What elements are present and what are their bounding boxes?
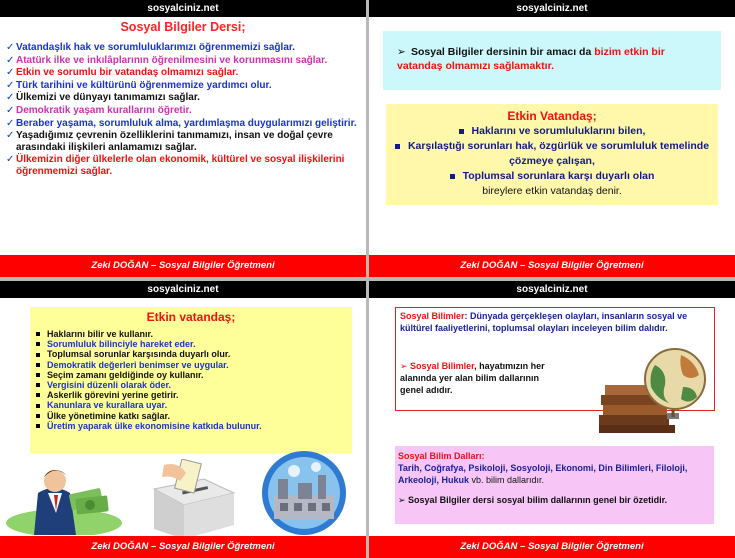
general-name-text: ➢ Sosyal Bilimler, hayatımızın her alanında yer alan bilim dallarının genel adıdır. [400, 361, 545, 395]
list-item: ✓ Türk tarihini ve kültürünü öğrenmemize yardımcı olur. [6, 79, 272, 91]
slide-title: Sosyal Bilgiler Dersi; [120, 20, 246, 34]
square-bullet-icon [36, 373, 40, 377]
square-bullet-icon [450, 174, 455, 179]
square-bullet-icon [36, 353, 40, 357]
check-icon: ✓ [6, 130, 15, 142]
citizen-duty-list [36, 329, 262, 431]
check-icon: ✓ [6, 54, 15, 66]
businessman-illustration [4, 453, 124, 535]
site-header: sosyalciniz.net [0, 0, 366, 17]
list-item: Demokratik değerleri benimser ve uygular. [36, 360, 262, 370]
citizen-box [30, 307, 352, 453]
check-icon: ✓ [6, 42, 15, 53]
arrow-bullet-icon: ➢ [400, 361, 411, 371]
check-icon: ✓ [6, 117, 15, 129]
slide-footer: Zeki DOĞAN – Sosyal Bilgiler Öğretmeni [0, 255, 366, 277]
list-item: Üretim yaparak ülke ekonomisine katkıda bulunur. [36, 421, 262, 431]
ballot-box-illustration [134, 459, 244, 539]
list-item: ✓ Atatürk ilke ve inkılâplarının öğrenilmesini ve korunmasını sağlar. [6, 54, 328, 66]
list-item: ✓ Demokratik yaşam kurallarını öğretir. [6, 104, 192, 116]
slide-footer: Zeki DOĞAN – Sosyal Bilgiler Öğretmeni [0, 536, 366, 558]
square-bullet-icon [395, 144, 400, 149]
list-item: ✓ Beraber yaşama, sorumluluk alma, yardımlaşma duygularımızı geliştirir. [6, 117, 357, 129]
site-header: sosyalciniz.net [0, 281, 366, 298]
slide-1 [0, 0, 366, 277]
site-header: sosyalciniz.net [369, 281, 735, 298]
list-item: Askerlik görevini yerine getirir. [36, 390, 262, 400]
definition-conclusion: bireylere etkin vatandaş denir. [482, 185, 622, 197]
purpose-list [6, 42, 358, 179]
list-item: ✓ Etkin ve sorumlu bir vatandaş olmamızı sağlar. [6, 67, 239, 79]
definition-box [386, 104, 718, 205]
square-bullet-icon [36, 342, 40, 346]
factory-illustration [254, 449, 354, 537]
list-item: ✓ Ülkemizi ve dünyayı tanımamızı sağlar. [6, 92, 200, 104]
slide-footer: Zeki DOĞAN – Sosyal Bilgiler Öğretmeni [369, 536, 735, 558]
summary-text: ➢ Sosyal Bilgiler dersi sosyal bilim dallarının genel bir özetidir. [398, 495, 668, 505]
box-title: Etkin vatandaş; [146, 310, 236, 324]
square-bullet-icon [36, 383, 40, 387]
slide-4 [369, 281, 735, 558]
check-icon: ✓ [6, 104, 15, 116]
list-item: Haklarını bilir ve kullanır. [36, 329, 262, 339]
slide-footer: Zeki DOĞAN – Sosyal Bilgiler Öğretmeni [369, 255, 735, 277]
square-bullet-icon [36, 424, 40, 428]
list-item: Sorumluluk bilinciyle hareket eder. [36, 339, 262, 349]
square-bullet-icon [36, 414, 40, 418]
arrow-bullet-icon: ➢ [397, 46, 406, 58]
arrow-bullet-icon: ➢ [398, 495, 409, 505]
square-bullet-icon [36, 404, 40, 408]
square-bullet-icon [36, 393, 40, 397]
list-item: ✓ Ülkemizin diğer ülkelerle olan ekonomik, kültürel ve sosyal ilişkilerini öğrenmemizi sağlar. [6, 154, 345, 177]
definition-line: Toplumsal sorunlara karşı duyarlı olan [386, 169, 718, 184]
list-item: Seçim zamanı geldiğinde oy kullanır. [36, 370, 262, 380]
list-item: ✓ Yaşadığımız çevrenin özelliklerini tanımamızı, insan ve doğal çevre arasındaki ilişkileri anlamamızı sağlar. [6, 130, 333, 153]
definition-line: Karşılaştığı sorunları hak, özgürlük ve sorumluluk temelinde çözmeye çalışan, [386, 139, 718, 169]
check-icon: ✓ [6, 79, 15, 91]
box-title: Etkin Vatandaş; [507, 109, 597, 123]
check-icon: ✓ [6, 154, 15, 166]
list-item: Kanunlara ve kurallara uyar. [36, 400, 262, 410]
square-bullet-icon [36, 332, 40, 336]
square-bullet-icon [459, 129, 464, 134]
branches-list: Tarih, Coğrafya, Psikoloji, Sosyoloji, Ekonomi, Din Bilimleri, Filoloji, Arkeoloji, Hukuk vb. bilim dallarıdır. [398, 463, 688, 485]
definition-line: Haklarını ve sorumluluklarını bilen, [386, 124, 718, 139]
list-item: Toplumsal sorunlar karşısında duyarlı olur. [36, 349, 262, 359]
branches-box [395, 446, 714, 524]
check-icon: ✓ [6, 67, 15, 79]
list-item: Ülke yönetimine katkı sağlar. [36, 411, 262, 421]
slide-2 [369, 0, 735, 277]
branches-title: Sosyal Bilim Dalları: [398, 451, 485, 461]
globe-books-illustration [595, 341, 713, 437]
slide-3 [0, 281, 366, 558]
intro-box: ➢ Sosyal Bilgiler dersinin bir amacı da bizim etkin bir vatandaş olmamızı sağlamaktır. [383, 31, 721, 90]
site-header: sosyalciniz.net [369, 0, 735, 17]
definition-text: Sosyal Bilimler: Dünyada gerçekleşen olayları, insanların sosyal ve kültürel faaliyetlerini, toplumsal olayları inceleyen bilim dalıdır. [400, 311, 688, 333]
list-item: Vergisini düzenli olarak öder. [36, 380, 262, 390]
list-item: ✓ Vatandaşlık hak ve sorumluluklarımızı öğrenmemizi sağlar. [6, 42, 295, 53]
square-bullet-icon [36, 363, 40, 367]
check-icon: ✓ [6, 92, 15, 104]
